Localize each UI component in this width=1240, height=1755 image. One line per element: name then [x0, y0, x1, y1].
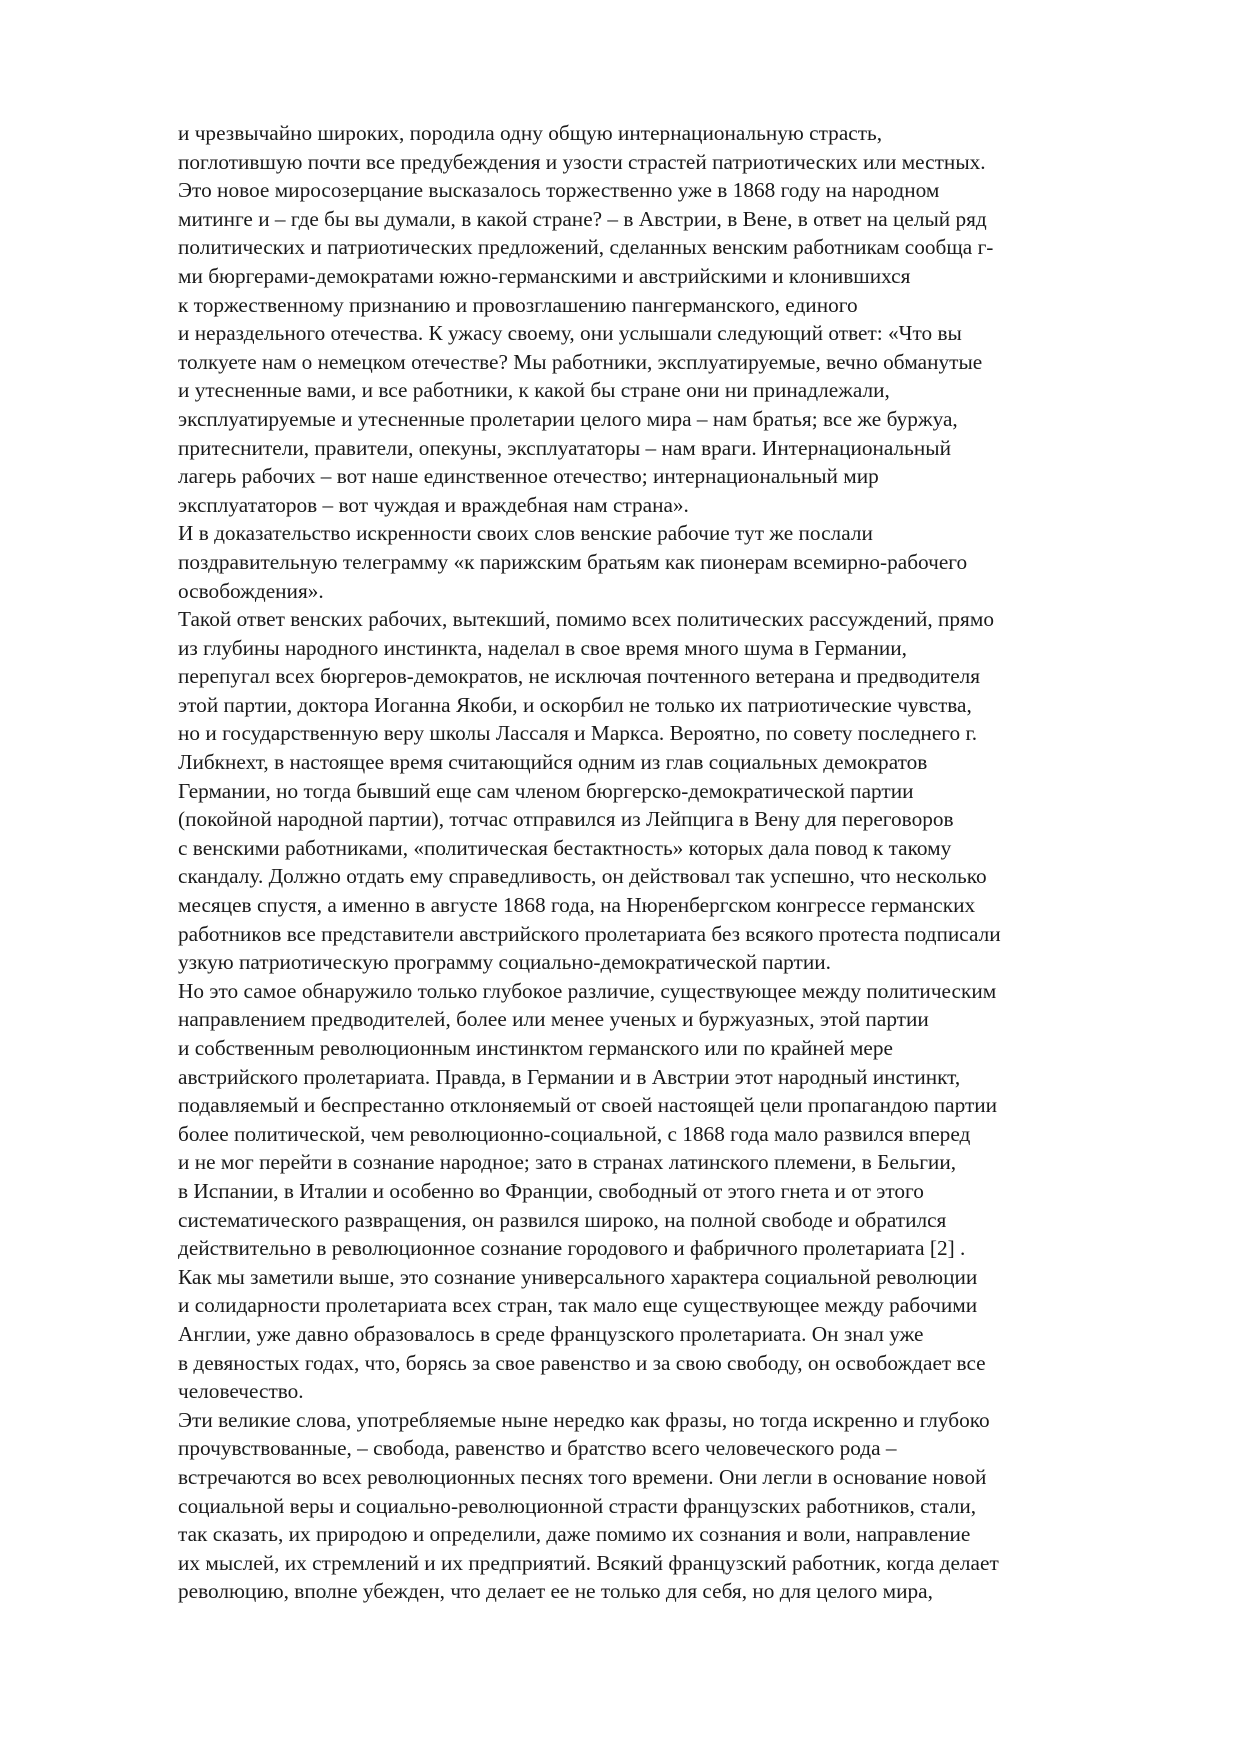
- text-line: митинге и – где бы вы думали, в какой стране? – в Австрии, в Вене, в ответ на целый ряд: [178, 206, 987, 231]
- text-line: этой партии, доктора Иоганна Якоби, и оскорбил не только их патриотические чувства,: [178, 692, 972, 717]
- text-line: к торжественному признанию и провозглашению пангерманского, единого: [178, 292, 858, 317]
- text-line: Германии, но тогда бывший еще сам членом бюргерско-демократической партии: [178, 778, 914, 803]
- text-line: поздравительную телеграмму «к парижским братьям как пионерам всемирно-рабочего: [178, 549, 968, 574]
- text-line: (покойной народной партии), тотчас отправился из Лейпцига в Вену для переговоров: [178, 807, 954, 832]
- text-line: месяцев спустя, а именно в августе 1868 года, на Нюренбергском конгрессе германских: [178, 893, 976, 918]
- text-line: встречаются во всех революционных песнях того времени. Они легли в основание новой: [178, 1464, 987, 1489]
- text-line: и нераздельного отечества. К ужасу своему, они услышали следующий ответ: «Что вы: [178, 321, 962, 346]
- text-line: Такой ответ венских рабочих, вытекший, помимо всех политических рассуждений, прямо: [178, 607, 994, 632]
- text-line: действительно в революционное сознание городового и фабричного пролетариата [2] .: [178, 1236, 966, 1261]
- text-line: и не мог перейти в сознание народное; зато в странах латинского племени, в Бельгии,: [178, 1150, 957, 1175]
- text-line: подавляемый и беспрестанно отклоняемый от своей настоящей цели пропагандою партии: [178, 1093, 998, 1118]
- text-line: и собственным революционным инстинктом германского или по крайней мере: [178, 1036, 893, 1060]
- text-line: с венскими работниками, «политическая бестактность» которых дала повод к такому: [178, 835, 952, 860]
- text-line: Либкнехт, в настоящее время считающийся одним из глав социальных демократов: [178, 750, 928, 775]
- document-body-text: [178, 119, 1158, 1606]
- text-line: революцию, вполне убежден, что делает ее не только для себя, но для целого мира,: [178, 1579, 933, 1604]
- text-line: так сказать, их природою и определили, даже помимо их сознания и воли, направление: [178, 1522, 971, 1547]
- text-line: работников все представители австрийского пролетариата без всякого протеста подписали: [178, 921, 1001, 946]
- text-line: человечество.: [178, 1379, 304, 1404]
- text-line: их мыслей, их стремлений и их предприятий. Всякий французский работник, когда делает: [178, 1550, 999, 1575]
- text-line: направлением предводителей, более или менее ученых и буржуазных, этой партии: [178, 1007, 929, 1032]
- text-line: поглотившую почти все предубеждения и узости страстей патриотических или местных.: [178, 149, 986, 174]
- text-line: скандалу. Должно отдать ему справедливость, он действовал так успешно, что несколько: [178, 864, 987, 889]
- text-line: австрийского пролетариата. Правда, в Германии и в Австрии этот народный инстинкт,: [178, 1064, 961, 1089]
- text-line: эксплуатируемые и утесненные пролетарии целого мира – нам братья; все же буржуа,: [178, 406, 958, 431]
- text-line: и утесненные вами, и все работники, к какой бы стране они ни принадлежали,: [178, 378, 890, 403]
- text-line: узкую патриотическую программу социально-демократической партии.: [178, 950, 831, 975]
- text-line: притеснители, правители, опекуны, эксплуататоры – нам враги. Интернациональный: [178, 435, 951, 460]
- text-line: и солидарности пролетариата всех стран, так мало еще существующее между рабочими: [178, 1293, 978, 1318]
- text-line: толкуете нам о немецком отечестве? Мы работники, эксплуатируемые, вечно обманутые: [178, 349, 983, 374]
- text-line: и чрезвычайно широких, породила одну общую интернациональную страсть,: [178, 121, 883, 145]
- text-line: И в доказательство искренности своих слов венские рабочие тут же послали: [178, 521, 873, 546]
- text-line: Англии, уже давно образовалось в среде французского пролетариата. Он знал уже: [178, 1321, 924, 1346]
- text-line: Это новое миросозерцание высказалось торжественно уже в 1868 году на народном: [178, 178, 940, 203]
- text-line: перепугал всех бюргеров-демократов, не исключая почтенного ветерана и предводителя: [178, 664, 981, 689]
- text-line: политических и патриотических предложений, сделанных венским работникам сообща г-: [178, 235, 994, 260]
- text-line: ми бюргерами-демократами южно-германскими и австрийскими и клонившихся: [178, 263, 911, 288]
- text-line: более политической, чем революционно-социальной, с 1868 года мало развился вперед: [178, 1121, 971, 1146]
- text-line: прочувствованные, – свобода, равенство и братство всего человеческого рода –: [178, 1436, 897, 1461]
- text-line: в девяностых годах, что, борясь за свое равенство и за свою свободу, он освобождает все: [178, 1350, 986, 1375]
- text-line: эксплуататоров – вот чуждая и враждебная нам страна».: [178, 492, 689, 517]
- text-line: в Испании, в Италии и особенно во Франции, свободный от этого гнета и от этого: [178, 1178, 924, 1203]
- text-line: Эти великие слова, употребляемые ныне нередко как фразы, но тогда искренно и глубоко: [178, 1407, 990, 1432]
- text-line: Но это самое обнаружило только глубокое различие, существующее между политическим: [178, 978, 997, 1003]
- text-line: систематического развращения, он развился широко, на полной свободе и обратился: [178, 1207, 947, 1232]
- text-line: Как мы заметили выше, это сознание универсального характера социальной революции: [178, 1264, 978, 1289]
- text-line: из глубины народного инстинкта, наделал в свое время много шума в Германии,: [178, 635, 907, 660]
- text-line: освобождения».: [178, 578, 324, 603]
- text-line: но и государственную веру школы Лассаля и Маркса. Вероятно, по совету последнего г.: [178, 721, 978, 746]
- text-line: социальной веры и социально-революционной страсти французских работников, стали,: [178, 1493, 977, 1518]
- text-line: лагерь рабочих – вот наше единственное отечество; интернациональный мир: [178, 464, 879, 489]
